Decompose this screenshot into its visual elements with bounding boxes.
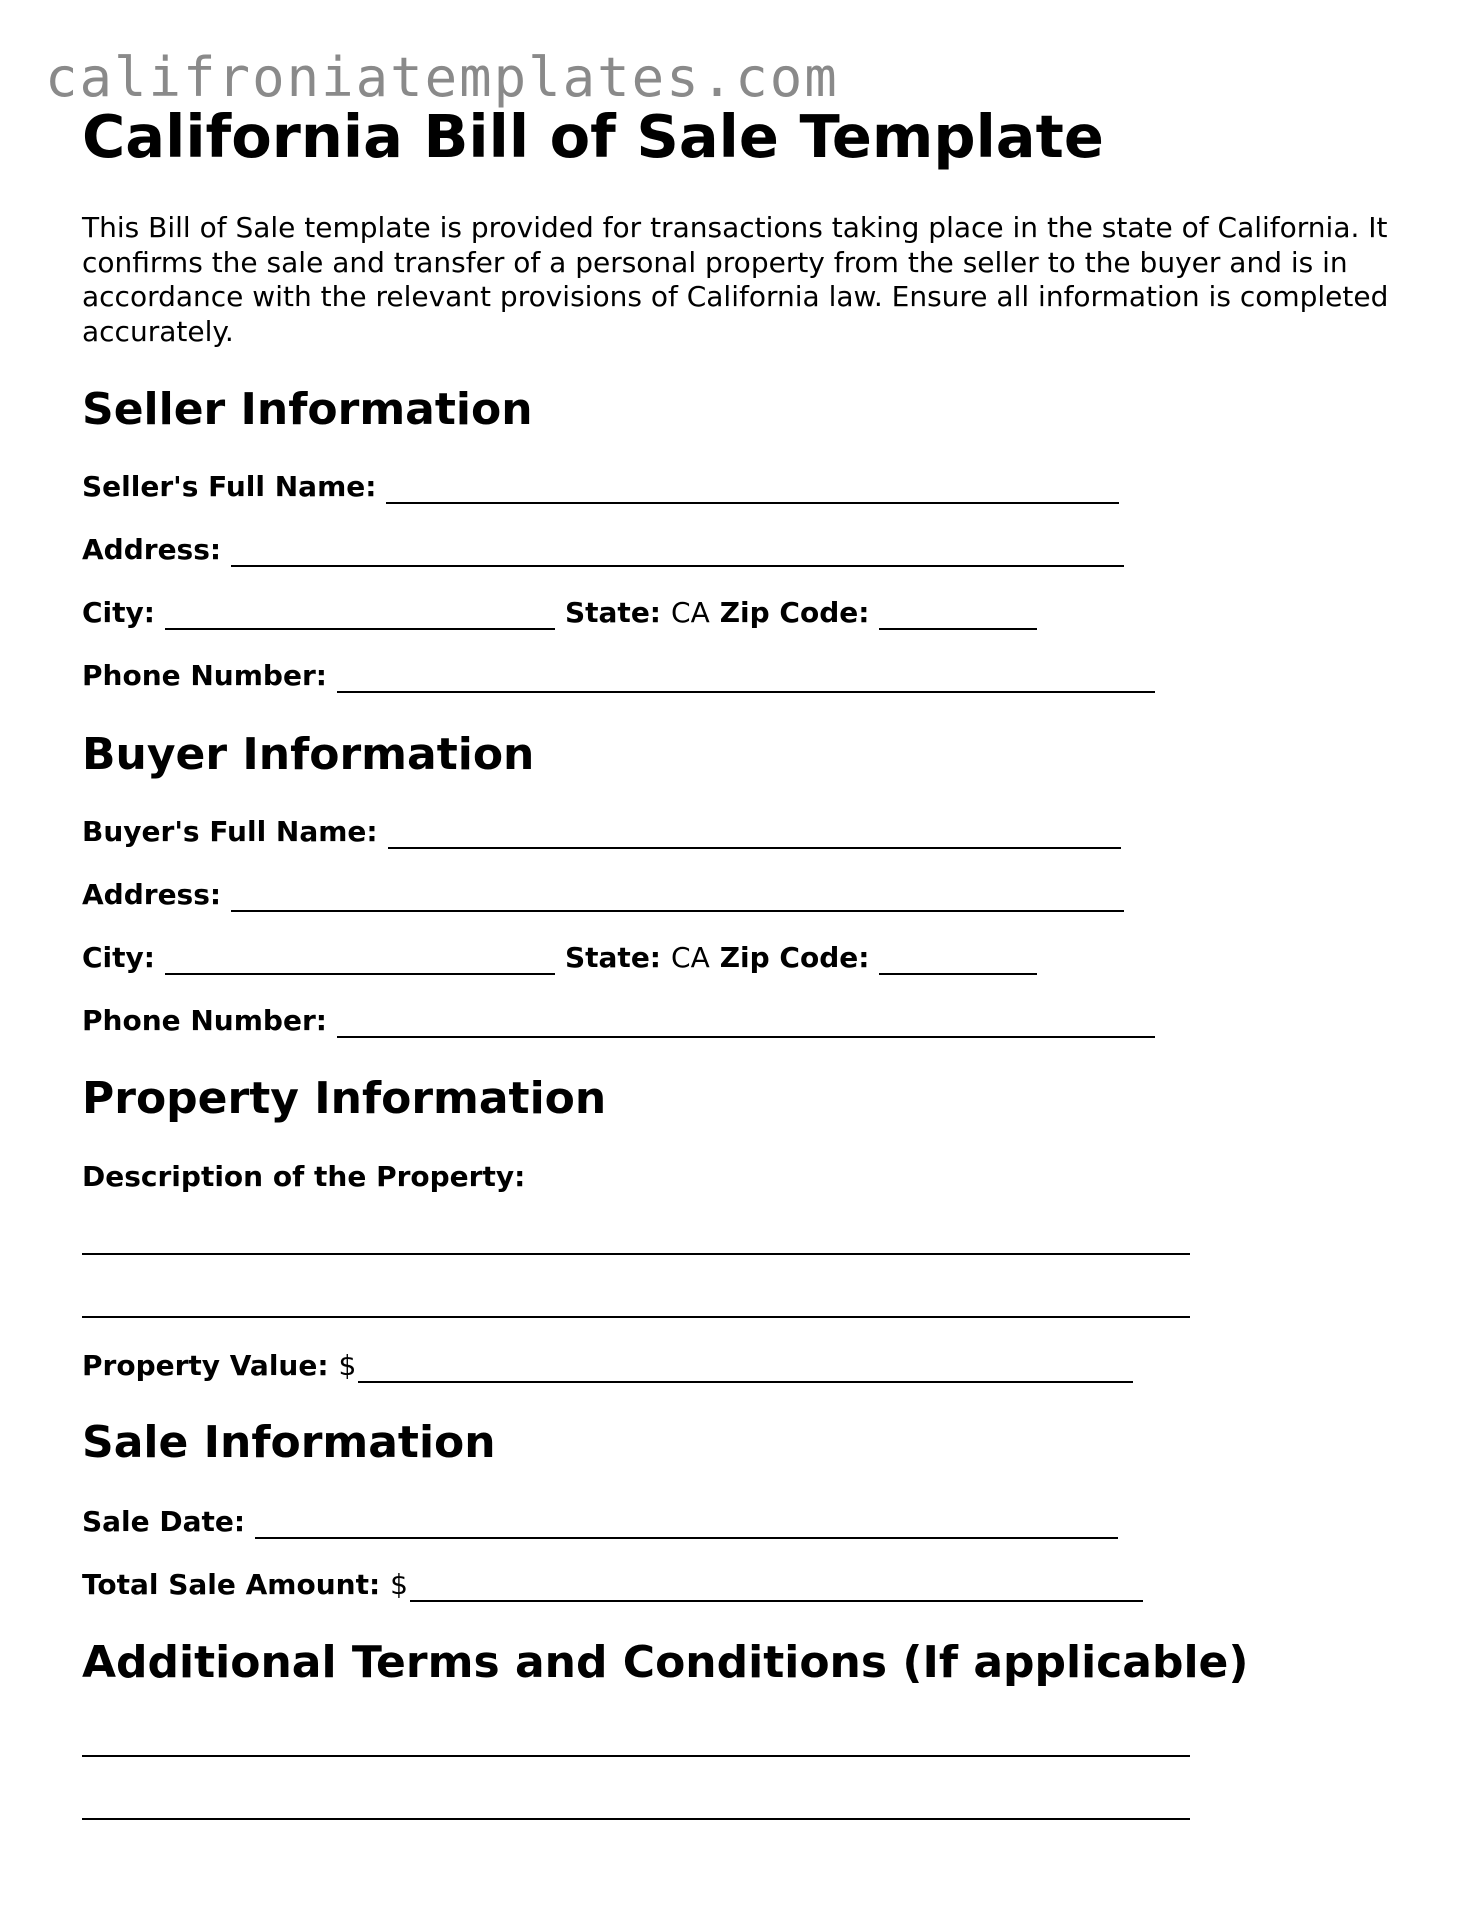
seller-address-label: Address: [82,533,222,566]
seller-full-name-row [82,470,1119,504]
sale-total-field[interactable] [410,1570,1143,1602]
seller-phone-field[interactable] [337,661,1155,693]
terms-line-2[interactable] [82,1818,1190,1820]
sale-date-row [82,1505,1118,1539]
property-section-heading: Property Information [82,1073,607,1124]
seller-city-label: City: [82,596,155,629]
buyer-city-field[interactable] [165,943,555,975]
buyer-zip-field[interactable] [879,943,1037,975]
buyer-city-label: City: [82,941,155,974]
seller-city-field[interactable] [165,598,555,630]
seller-state-label: State: [564,596,662,629]
buyer-address-row [82,878,1124,912]
sale-total-currency: $ [390,1568,408,1601]
buyer-zip-label: Zip Code: [719,941,870,974]
buyer-phone-field[interactable] [337,1006,1155,1038]
property-value-currency: $ [338,1349,357,1382]
seller-phone-row [82,659,1155,693]
terms-line-1[interactable] [82,1755,1190,1757]
seller-address-row [82,533,1124,567]
seller-state-value: CA [671,596,710,629]
intro-paragraph: This Bill of Sale template is provided for transactions taking place in the state of California. It confirms the sale and transfer of a personal property from the seller to the buyer and is in accordance with the relevant provisions of California law. Ensure all information is completed accurately. [82,211,1389,348]
property-description-row [82,1160,525,1194]
seller-zip-field[interactable] [879,598,1037,630]
seller-zip-label: Zip Code: [719,596,870,629]
seller-full-name-label: Seller's Full Name: [82,470,377,503]
sale-date-field[interactable] [255,1507,1118,1539]
property-description-label: Description of the Property: [82,1160,526,1193]
property-value-field[interactable] [358,1351,1133,1383]
sale-date-label: Sale Date: [82,1505,246,1538]
seller-section-heading: Seller Information [82,384,533,435]
seller-full-name-field[interactable] [386,472,1119,504]
property-description-line-1[interactable] [82,1253,1190,1255]
buyer-address-label: Address: [82,878,222,911]
seller-address-field[interactable] [231,535,1124,567]
property-value-row [82,1349,1133,1383]
sale-total-row [82,1568,1143,1602]
site-watermark: califroniatemplates.com [45,46,839,109]
buyer-city-state-zip-row [82,941,1037,975]
property-description-line-2[interactable] [82,1316,1190,1318]
buyer-full-name-field[interactable] [388,817,1121,849]
terms-section-heading: Additional Terms and Conditions (If applicable) [82,1637,1249,1688]
buyer-full-name-label: Buyer's Full Name: [82,815,378,848]
document-title: California Bill of Sale Template [82,102,1104,171]
buyer-section-heading: Buyer Information [82,729,535,780]
buyer-full-name-row [82,815,1121,849]
buyer-state-label: State: [564,941,662,974]
buyer-address-field[interactable] [231,880,1124,912]
buyer-phone-label: Phone Number: [82,1004,327,1037]
property-value-label: Property Value: [82,1349,329,1382]
seller-city-state-zip-row [82,596,1037,630]
buyer-state-value: CA [671,941,710,974]
buyer-phone-row [82,1004,1155,1038]
sale-section-heading: Sale Information [82,1417,496,1468]
sale-total-label: Total Sale Amount: [82,1568,381,1601]
seller-phone-label: Phone Number: [82,659,327,692]
